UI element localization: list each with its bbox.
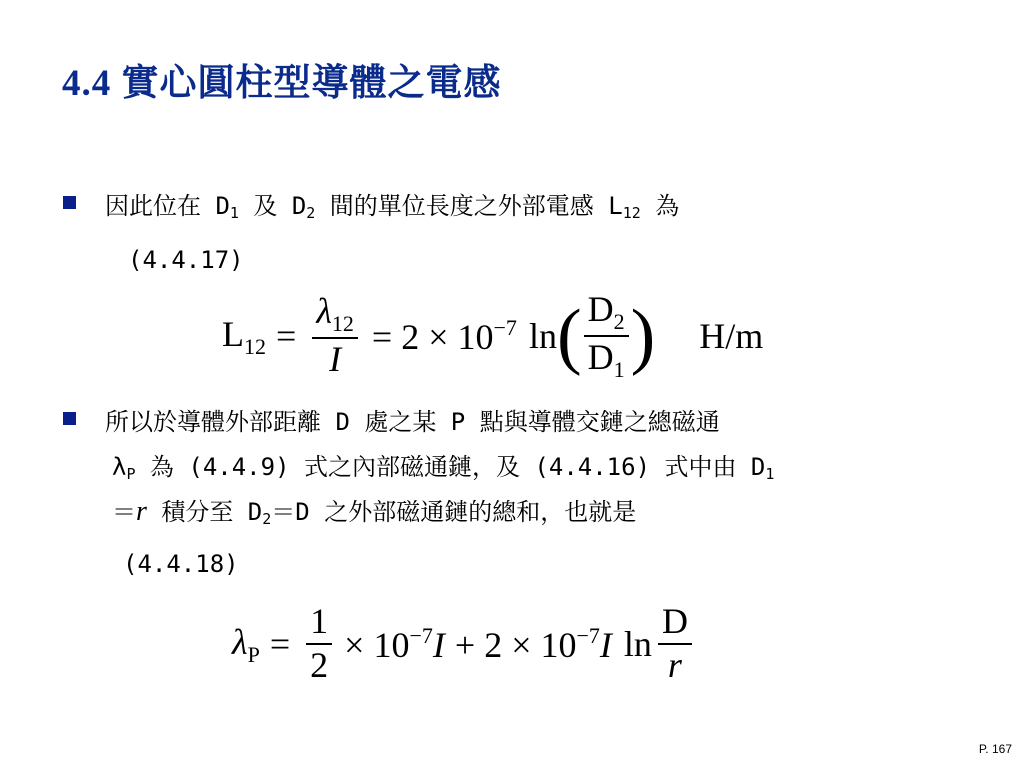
eq2-ln: ln (623, 624, 652, 664)
d2-subscript: 2 (262, 510, 272, 528)
d1-subscript: 1 (229, 204, 239, 222)
eq2-equals: = (269, 624, 291, 664)
eq1-unit: H/m (699, 316, 764, 356)
equation-4-4-18 (232, 598, 698, 690)
eq2-term-1: × $10^{-7}I$ (344, 622, 445, 665)
equation-ref-4-4-18: (4.4.18) (123, 550, 239, 578)
bullet-1-suffix: 為 (640, 192, 680, 220)
eq1-lhs: $L_{12}$ (222, 313, 266, 359)
eq2-term-2: + $2 \times 10^{-7}I$ (454, 622, 612, 665)
eq1-equals: = (276, 316, 297, 356)
eq1-fraction: $\frac{\lambda_{12}}{I}$ (312, 293, 358, 379)
bullet-marker-2 (63, 412, 76, 425)
bullet-1-mid1: 及 D (238, 192, 307, 220)
eq2-ratio: $\frac{D}{r}$ (658, 603, 692, 685)
eq1-rhs: = $2 \times 10^{-7}$ (371, 314, 517, 357)
eq1-right-paren: ) (630, 295, 656, 377)
bullet-marker-1 (63, 196, 76, 209)
bullet-1-prefix: 因此位在 D (105, 192, 230, 220)
eq2-half: $\frac{1}{2}$ (306, 603, 332, 685)
bullet-2-line-1: 所以於導體外部距離 D 處之某 P 點與導體交鏈之總磁通 (105, 408, 720, 436)
page-number: P. 167 (978, 742, 1012, 756)
eq1-ratio: $\frac{D_2}{D_1}$ (584, 291, 629, 381)
d2-subscript: 2 (306, 204, 316, 222)
bullet-2-line-3: ＝r 積分至 $D_2=D$ 之外部磁通鏈的總和，也就是 (112, 496, 637, 528)
bullet-2-line-2: $\lambda_P$ 為 (4.4.9) 式之內部磁通鏈，及 (4.4.16) 式中由 $D_1$ (112, 453, 775, 483)
bullet-1-text (105, 186, 679, 222)
equation-4-4-17 (222, 288, 763, 384)
d1-subscript: 1 (765, 465, 775, 483)
eq1-ln: ln (528, 316, 557, 356)
eq1-left-paren: ( (556, 295, 582, 377)
lambda-p-subscript: P (126, 465, 136, 483)
bullet-1-mid2: 間的單位長度之外部電感 L (315, 192, 623, 220)
eq2-lhs: $\lambda_P$ (232, 621, 260, 667)
slide-title: 4.4 實心圓柱型導體之電感 (62, 63, 502, 104)
equation-ref-4-4-17: (4.4.17) (128, 246, 244, 274)
l12-subscript: 12 (622, 204, 641, 222)
